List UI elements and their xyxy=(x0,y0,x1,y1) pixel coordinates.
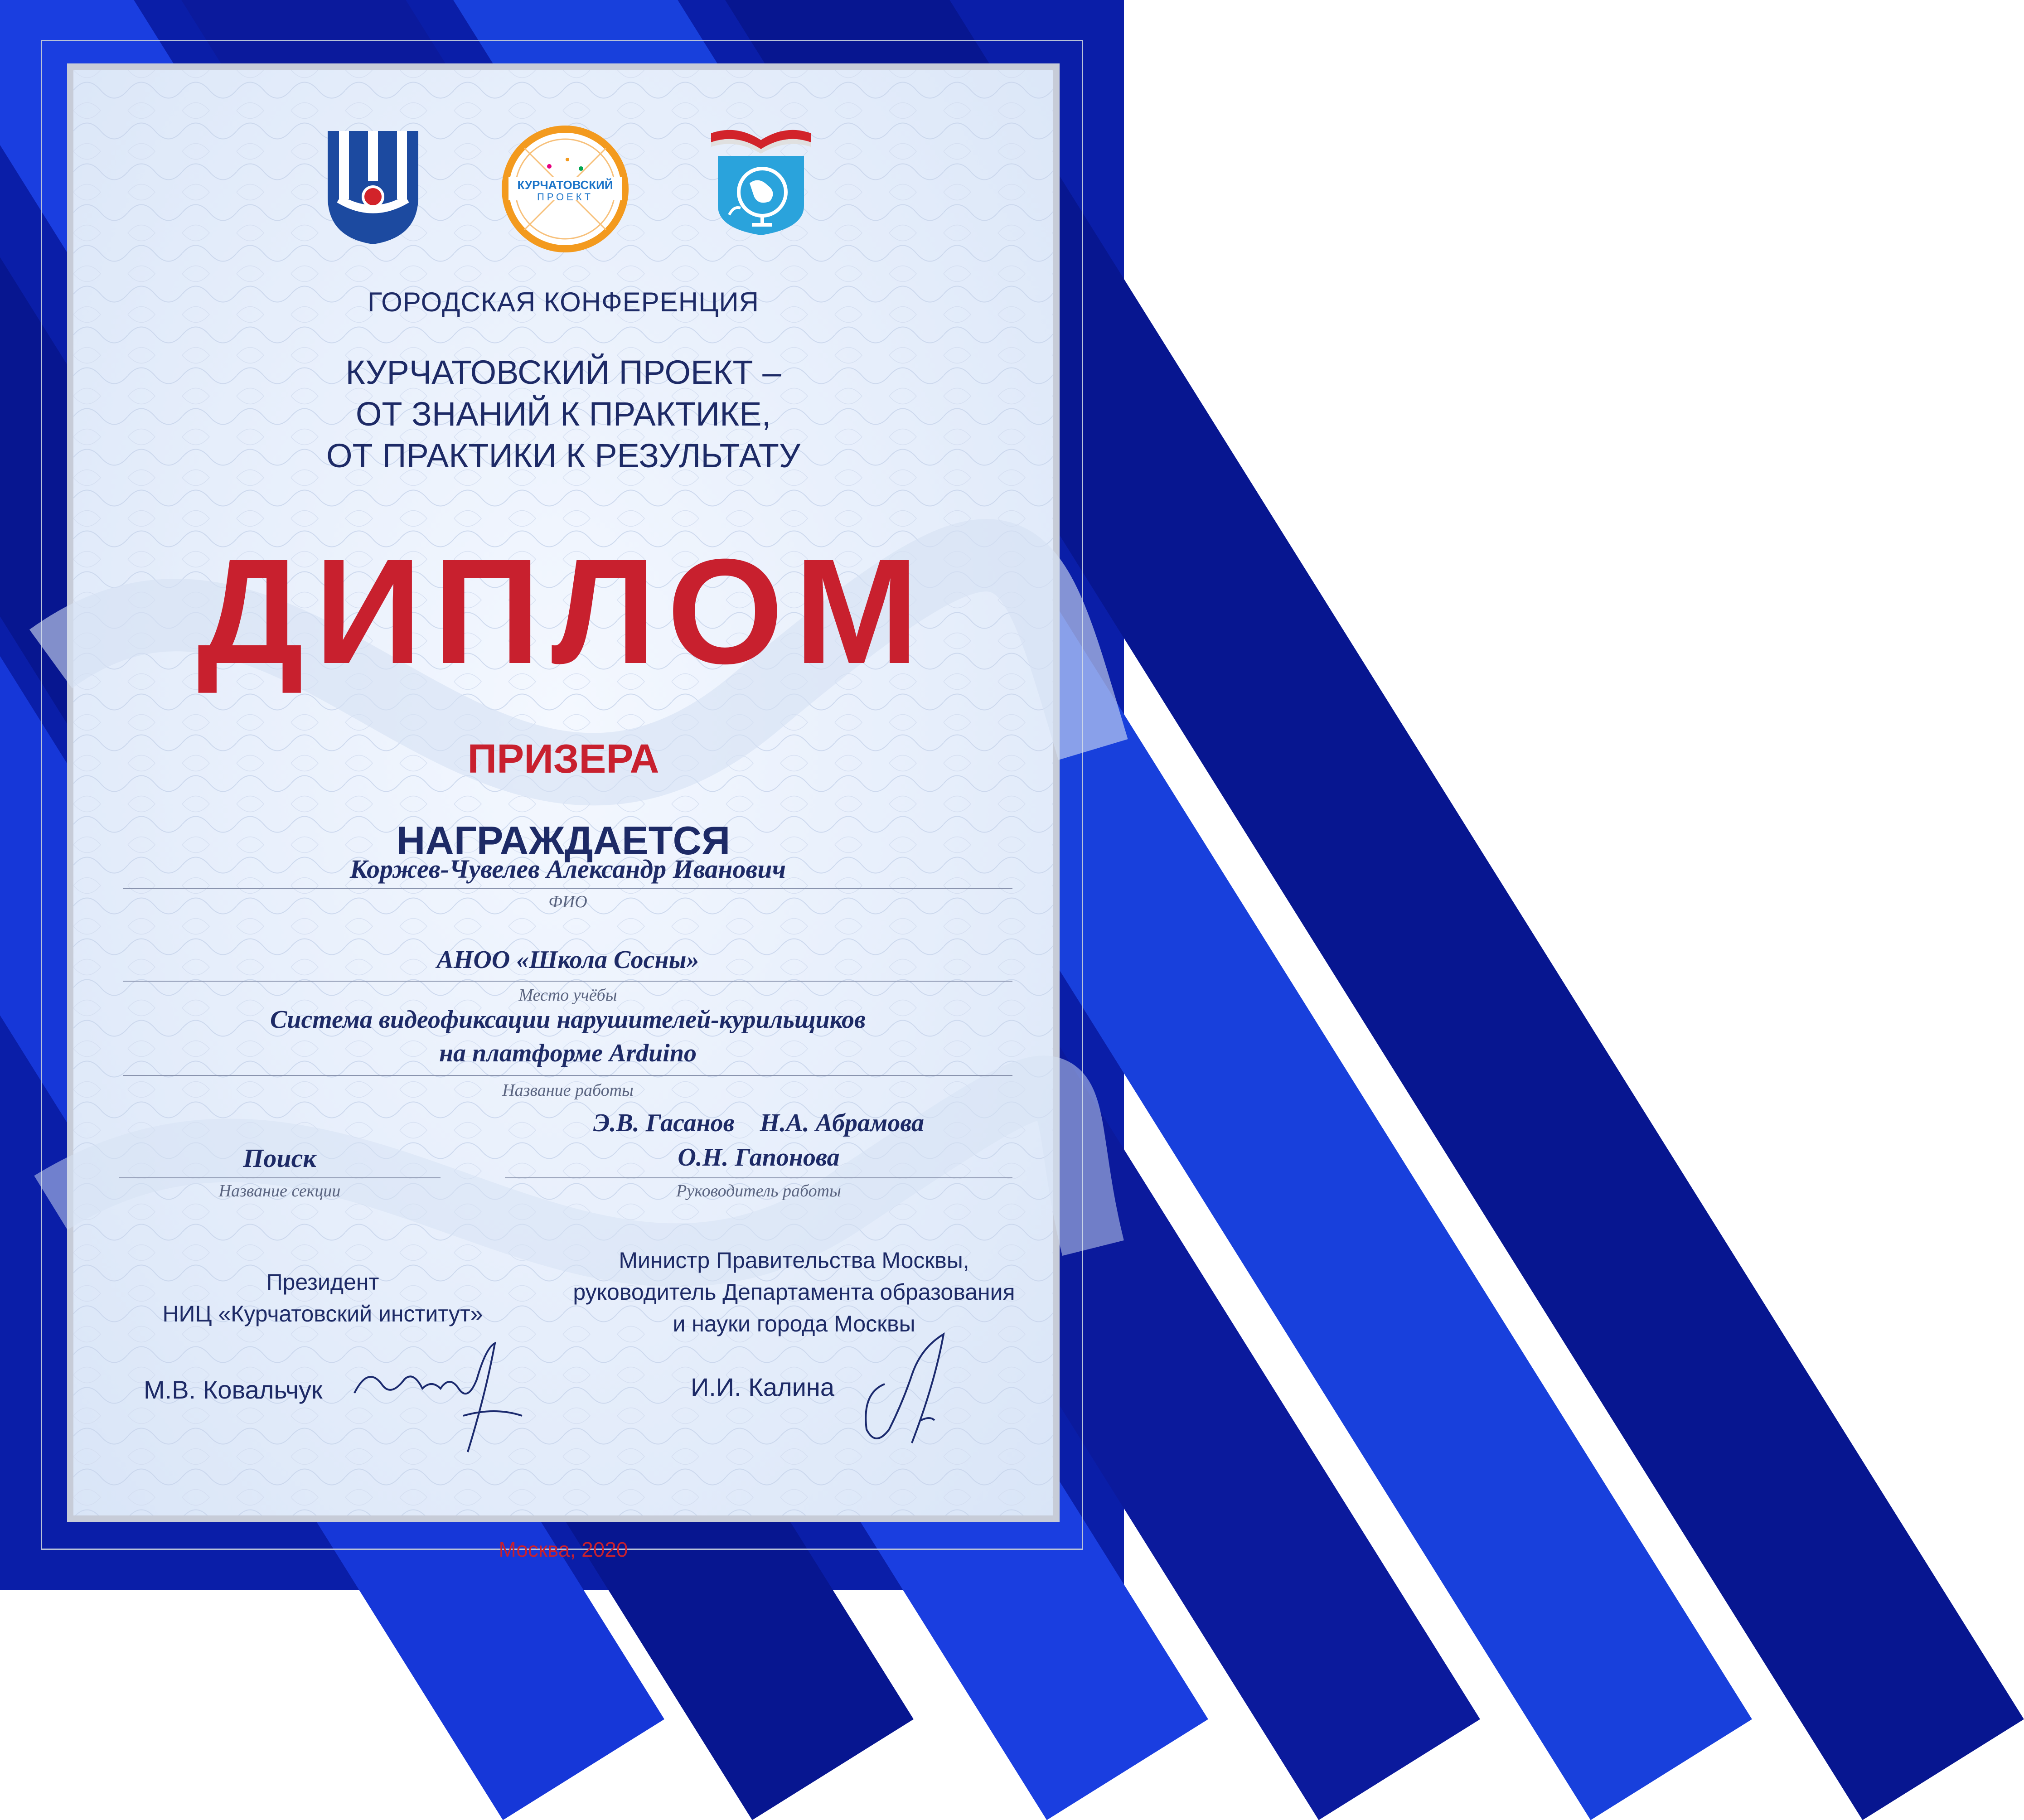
moscow-education-department-logo xyxy=(709,129,813,237)
underline xyxy=(123,1075,1012,1076)
left-signature xyxy=(350,1339,540,1457)
conference-title-line: КУРЧАТОВСКИЙ ПРОЕКТ – xyxy=(345,353,781,391)
section-name: Поиск xyxy=(243,1143,316,1173)
diploma-sheet xyxy=(67,63,1060,1561)
underline xyxy=(123,981,1012,982)
work-title-line: Система видеофиксации нарушителей-курильщиков xyxy=(270,1006,866,1034)
logo-text: КУРЧАТОВСКИЙ xyxy=(517,178,613,192)
conference-type: ГОРОДСКАЯ КОНФЕРЕНЦИЯ xyxy=(368,287,759,317)
section-caption: Название секции xyxy=(218,1181,341,1200)
kurchatov-institute-logo xyxy=(325,129,421,247)
logo-text: ПРОЕКТ xyxy=(537,191,594,203)
school-caption: Место учёбы xyxy=(518,986,617,1005)
work-title-caption: Название работы xyxy=(502,1081,634,1100)
right-signer-name: И.И. Калина xyxy=(691,1373,834,1401)
recipient-name-caption: ФИО xyxy=(548,892,587,911)
diploma-subtitle: ПРИЗЕРА xyxy=(467,736,659,782)
right-signer-position: и науки города Москвы xyxy=(673,1311,915,1336)
awarded-heading: НАГРАЖДАЕТСЯ xyxy=(396,818,731,863)
right-signer-position: Министр Правительства Москвы, xyxy=(619,1248,969,1273)
supervisor-names: Э.В. Гасанов Н.А. Абрамова xyxy=(593,1109,925,1137)
left-signer-name: М.В. Ковальчук xyxy=(144,1375,323,1404)
kurchatov-project-logo xyxy=(499,123,631,255)
conference-title-line: ОТ ЗНАНИЙ К ПРАКТИКЕ, xyxy=(355,395,771,433)
underline xyxy=(119,1177,441,1178)
right-signature xyxy=(853,1330,971,1457)
place-year: Москва, 2020 xyxy=(499,1538,628,1561)
supervisor-caption: Руководитель работы xyxy=(676,1181,841,1200)
left-signer-position: НИЦ «Курчатовский институт» xyxy=(162,1301,483,1326)
work-title-line: на платформе Arduino xyxy=(439,1039,697,1067)
school-name: АНОО «Школа Сосны» xyxy=(436,946,699,974)
left-signer-position: Президент xyxy=(266,1269,379,1295)
recipient-name: Коржев-Чувелев Александр Иванович xyxy=(349,854,786,884)
supervisor-names: О.Н. Гапонова xyxy=(678,1143,840,1171)
underline xyxy=(123,888,1012,889)
conference-title-line: ОТ ПРАКТИКИ К РЕЗУЛЬТАТУ xyxy=(326,437,801,474)
underline xyxy=(505,1177,1012,1178)
right-signer-position: руководитель Департамента образования xyxy=(573,1279,1015,1305)
diploma-title: ДИПЛОМ xyxy=(197,528,930,695)
